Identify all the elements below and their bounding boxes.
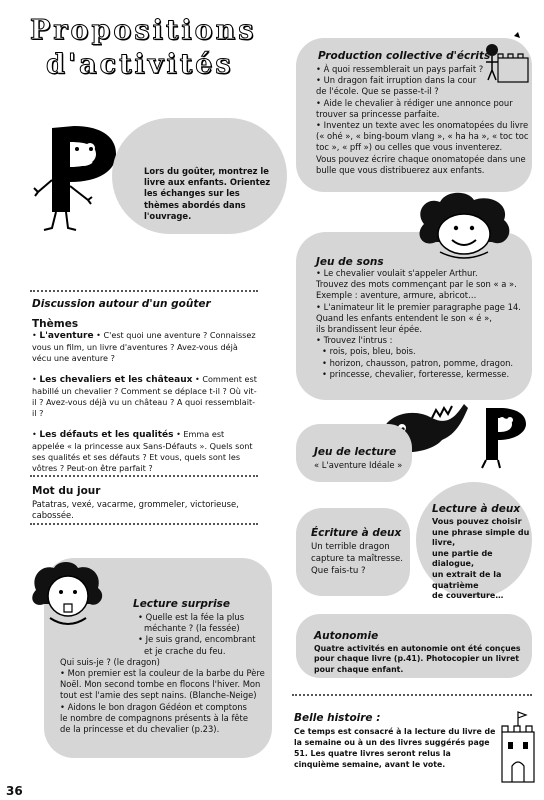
jeu-de-sons-line: • Le chevalier voulait s'appeler Arthur. xyxy=(316,268,478,278)
jeu-de-sons-text xyxy=(316,268,530,380)
lecture-surprise-line: • Je suis grand, encombrant xyxy=(138,634,256,645)
page-title xyxy=(30,14,270,82)
jeu-de-sons-line: • L'animateur lit le premier paragraphe page 14. xyxy=(316,301,521,312)
page-title-line1: Propositions xyxy=(30,15,257,46)
jeu-de-lecture-text: « L'aventure Idéale » xyxy=(314,460,403,470)
mot-du-jour-text: Patatras, vexé, vacarme, grommeler, victorieuse, cabossée. xyxy=(32,499,239,521)
lecture-a-deux-text xyxy=(432,517,536,602)
page-number: 36 xyxy=(6,784,23,798)
divider xyxy=(30,523,258,525)
jeu-de-sons-line: Quand les enfants entendent le son « é », xyxy=(316,312,492,323)
production-text xyxy=(316,64,530,176)
theme-text: • Emma est appelée « la princesse aux Sans-Défauts ». Quels sont ses qualités et ses défauts ? Et vous, quels sont les vôtres ? Peut-on être parfait ? xyxy=(32,429,253,473)
lecture-surprise-line: Noël. Mon second tombe en flocons l'hiver. Mon xyxy=(60,679,261,690)
lecture-surprise-line: • Aidons le bon dragon Gédéon et comptons xyxy=(60,701,247,712)
ecriture-a-deux-heading: Écriture à deux xyxy=(311,527,402,539)
letter-p-small-illustration xyxy=(472,404,534,470)
theme-label: L'aventure xyxy=(39,331,94,341)
production-line: de l'école. Que se passe-t-il ? xyxy=(316,86,439,97)
theme-text: • C'est quoi une aventure ? Connaissez vous un film, un livre d'aventures ? Avez-vous déjà vécu une aventure ? xyxy=(32,330,256,363)
jeu-de-sons-line: • Trouvez l'intrus : xyxy=(316,335,393,346)
jeu-de-sons-line: • horizon, chausson, patron, pomme, dragon. xyxy=(322,357,514,368)
mot-du-jour-heading: Mot du jour xyxy=(32,485,101,497)
production-line: trouver sa princesse parfaite. xyxy=(316,108,440,119)
lecture-a-deux-heading: Lecture à deux xyxy=(432,503,521,515)
divider xyxy=(30,290,258,292)
production-line: • Un dragon fait irruption dans la cour xyxy=(316,75,477,86)
lecture-surprise-line: • Mon premier est la couleur de la barbe du Père xyxy=(60,668,265,679)
production-line: bulle que vous distribuerez aux enfants. xyxy=(316,164,485,175)
lecture-surprise-line: tout est l'amie des sept nains. (Blanche-Neige) xyxy=(60,690,257,701)
lecture-surprise-line: Qui suis-je ? (le dragon) xyxy=(60,656,160,667)
belle-histoire-text: Ce temps est consacré à la lecture du livre de la semaine ou à un des livres suggérés page 51. Les quatre livres seront relus la cinquième semaine, avant le vote. xyxy=(294,727,496,769)
lecture-a-deux-line: de couverture… xyxy=(432,591,504,601)
themes-list xyxy=(32,330,258,474)
theme-label: Les défauts et les qualités xyxy=(39,430,174,440)
ecriture-a-deux-line: Un terrible dragon xyxy=(311,542,390,552)
jeu-de-sons-line: Exemple : aventure, armure, abricot… xyxy=(316,290,477,301)
production-line: • Inventez un texte avec les onomatopées du livre xyxy=(316,120,529,131)
intro-text: Lors du goûter, montrez le livre aux enfants. Orientez les échanges sur les thèmes abordés dans l'ouvrage. xyxy=(144,166,271,221)
jeu-de-lecture-heading: Jeu de lecture xyxy=(314,446,397,458)
intro-speech-bubble xyxy=(112,118,287,234)
lecture-surprise-line: et je crache du feu. xyxy=(144,645,226,656)
ecriture-a-deux-line: Que fais-tu ? xyxy=(311,566,366,576)
theme-label: Les chevaliers et les châteaux xyxy=(39,375,193,385)
ecriture-a-deux-text xyxy=(311,541,409,577)
theme-item: • Les défauts et les qualités • Emma est appelée « la princesse aux Sans-Défauts ». Quels sont ses qualités et ses défauts ? Et vous, quels sont les vôtres ? Peut-on être parfait ? xyxy=(32,429,253,473)
jeu-de-sons-line: Trouvez des mots commençant par le son « a ». xyxy=(316,279,517,290)
lecture-surprise-line: le nombre de compagnons présents à la fête xyxy=(60,712,248,723)
lecture-a-deux-line: un extrait de la quatrième xyxy=(432,569,502,590)
lecture-a-deux-line: une phrase simple du livre, xyxy=(432,527,530,548)
production-line: (« ohé », « bing-boum vlang », « ha ha », « toc toc xyxy=(316,131,529,142)
production-line: • Aide le chevalier à rédiger une annonce pour xyxy=(316,97,513,108)
lecture-surprise-line: • Quelle est la fée la plus xyxy=(138,612,245,622)
belle-histoire-heading: Belle histoire : xyxy=(294,712,381,724)
divider xyxy=(292,694,532,696)
lecture-surprise-line: méchante ? (la fessée) xyxy=(144,623,240,634)
jeu-de-sons-line: • princesse, chevalier, forteresse, kermesse. xyxy=(322,368,510,379)
production-line: toc », « pff ») ou celles que vous inventerez. xyxy=(316,142,503,153)
castle-illustration xyxy=(496,706,540,786)
production-heading: Production collective d'écrits xyxy=(318,50,491,62)
autonomie-text: Quatre activités en autonomie ont été conçues pour chaque livre (p.41). Photocopier un livret pour chaque enfant. xyxy=(314,644,521,674)
lecture-a-deux-line: Vous pouvez choisir xyxy=(432,517,522,526)
princess-with-hair-illustration xyxy=(410,190,520,262)
ecriture-a-deux-line: capture ta maîtresse. xyxy=(311,554,403,564)
theme-item: • Les chevaliers et les châteaux • Comment est habillé un chevalier ? Comment se déplace t-il ? Où vit-il ? Avez-vous déjà vu un château ? A quoi ressemblait-il ? xyxy=(32,374,257,418)
production-line: Vous pouvez écrire chaque onomatopée dans une xyxy=(316,153,526,164)
lecture-surprise-text xyxy=(60,612,270,735)
autonomie-heading: Autonomie xyxy=(314,630,379,642)
lecture-a-deux-line: une partie de dialogue, xyxy=(432,548,493,569)
theme-item: • L'aventure • C'est quoi une aventure ? Connaissez vous un film, un livre d'aventures ? Avez-vous déjà vécu une aventure ? xyxy=(32,330,256,363)
lecture-surprise-line: de la princesse et du chevalier (p.23). xyxy=(60,724,220,735)
letter-p-character-illustration xyxy=(30,120,125,235)
lecture-surprise-heading: Lecture surprise xyxy=(133,598,231,610)
theme-text: • Comment est habillé un chevalier ? Comment se déplace t-il ? Où vit-il ? Avez-vous déjà vu un château ? A quoi ressemblait-il ? xyxy=(32,374,257,418)
production-line: • À quoi ressemblerait un pays parfait ? xyxy=(316,64,484,74)
discussion-heading: Discussion autour d'un goûter xyxy=(32,298,211,310)
themes-heading: Thèmes xyxy=(32,318,79,330)
jeu-de-sons-heading: Jeu de sons xyxy=(316,256,384,268)
page-title-line2: d'activités xyxy=(46,49,234,80)
jeu-de-sons-line: ils brandissent leur épée. xyxy=(316,324,422,335)
divider xyxy=(30,475,258,477)
jeu-de-sons-line: • rois, pois, bleu, bois. xyxy=(322,346,416,357)
